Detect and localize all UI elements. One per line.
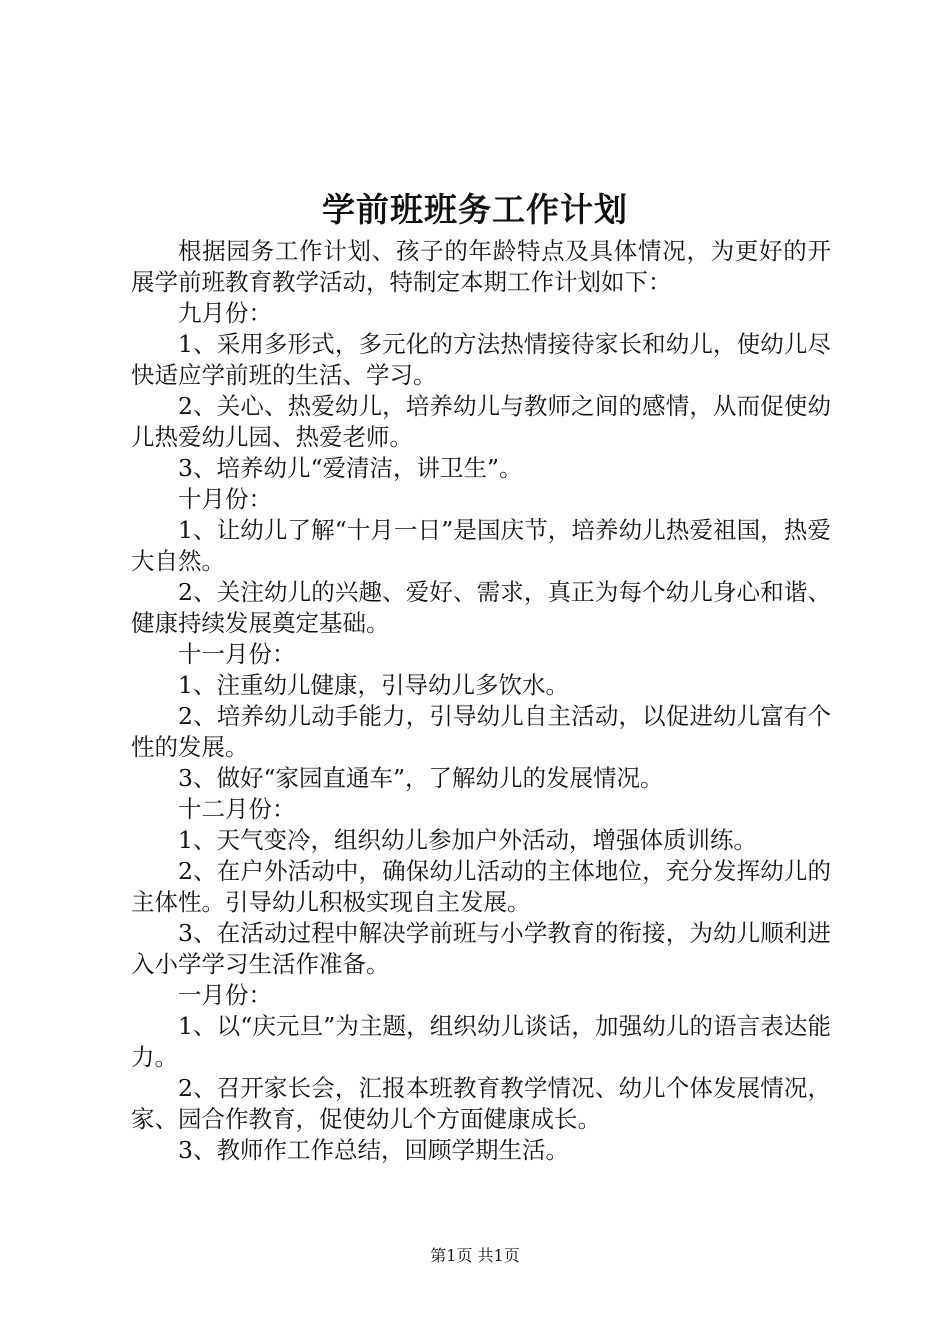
list-item: 1、天气变冷，组织幼儿参加户外活动，增强体质训练。: [178, 826, 757, 854]
section-heading-january: 一月份：: [178, 981, 272, 1009]
list-item: 3、培养幼儿“爱清洁，讲卫生”。: [178, 454, 523, 482]
list-item: 1、注重幼儿健康，引导幼儿多饮水。: [178, 671, 569, 699]
list-item: 3、做好“家园直通车”，了解幼儿的发展情况。: [178, 764, 664, 792]
section-heading-december: 十二月份：: [178, 795, 296, 823]
list-item: 1、以“庆元旦”为主题，组织幼儿谈话，加强幼儿的语言表达能力。: [131, 1012, 831, 1071]
section-heading-november: 十一月份：: [178, 640, 296, 668]
paragraph-intro: 根据园务工作计划、孩子的年龄特点及具体情况，为更好的开展学前班教育教学活动，特制定本期工作计划如下：: [131, 237, 831, 296]
document-title: 学前班班务工作计划: [322, 190, 628, 229]
list-item: 1、采用多形式，多元化的方法热情接待家长和幼儿，使幼儿尽快适应学前班的生活、学习。: [131, 330, 831, 389]
list-item: 3、教师作工作总结，回顾学期生活。: [178, 1136, 569, 1164]
document-body: [131, 236, 831, 1166]
section-heading-october: 十月份：: [178, 485, 272, 513]
list-item: 2、召开家长会，汇报本班教育教学情况、幼儿个体发展情况，家、园合作教育，促使幼儿个方面健康成长。: [131, 1074, 831, 1133]
list-item: 3、在活动过程中解决学前班与小学教育的衔接，为幼儿顺利进入小学学习生活作准备。: [131, 919, 831, 978]
section-heading-september: 九月份：: [178, 299, 272, 327]
page-footer: 第1页 共1页: [430, 1246, 520, 1265]
list-item: 2、关注幼儿的兴趣、爱好、需求，真正为每个幼儿身心和谐、健康持续发展奠定基础。: [131, 578, 831, 637]
list-item: 2、培养幼儿动手能力，引导幼儿自主活动，以促进幼儿富有个性的发展。: [131, 702, 831, 761]
list-item: 1、让幼儿了解“十月一日”是国庆节，培养幼儿热爱祖国，热爱大自然。: [131, 516, 831, 575]
list-item: 2、在户外活动中，确保幼儿活动的主体地位，充分发挥幼儿的主体性。引导幼儿积极实现自主发展。: [131, 857, 831, 916]
list-item: 2、关心、热爱幼儿，培养幼儿与教师之间的感情，从而促使幼儿热爱幼儿园、热爱老师。: [131, 392, 831, 451]
